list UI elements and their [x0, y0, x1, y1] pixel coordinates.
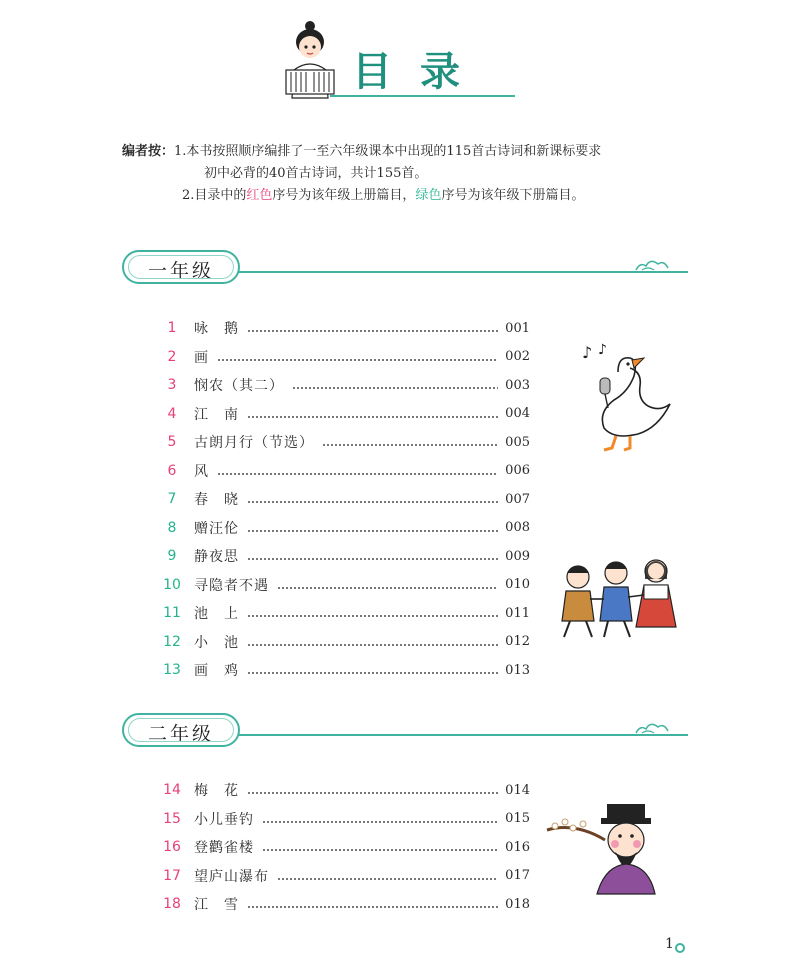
- dancing-children-illustration: [550, 555, 685, 645]
- toc-entry-page: 004: [505, 406, 530, 422]
- section-divider: [238, 271, 688, 273]
- poet-plum-illustration: [545, 800, 675, 895]
- scholar-illustration: [280, 20, 340, 104]
- toc-entry[interactable]: [150, 314, 530, 343]
- toc-entry-page: 002: [505, 349, 530, 365]
- toc-entry-number: 7: [167, 491, 177, 508]
- section-header-grade-2: [122, 713, 240, 747]
- toc-entry-page: 016: [505, 839, 530, 855]
- toc-dot-leader: [262, 849, 498, 851]
- toc-entry-page: 012: [505, 634, 530, 650]
- toc-entry[interactable]: [150, 805, 530, 834]
- toc-entry-title: 望庐山瀑布: [194, 868, 269, 885]
- toc-entry[interactable]: [150, 514, 530, 543]
- toc-entry-page: 013: [505, 662, 530, 678]
- toc-entry[interactable]: [150, 371, 530, 400]
- toc-dot-leader: [247, 792, 498, 794]
- toc-entry-number: 17: [163, 867, 181, 884]
- section-title: 二年级: [147, 723, 214, 745]
- toc-entry-title: 静夜思: [194, 549, 239, 566]
- toc-dot-leader: [247, 672, 498, 674]
- notes-line-1: [122, 141, 601, 163]
- toc-entry-title: 古朗月行（节选）: [194, 435, 314, 452]
- notes-text-2: 初中必背的40首古诗词，共计155首。: [204, 166, 428, 181]
- page-number: 1: [665, 936, 674, 952]
- toc-dot-leader: [247, 615, 498, 617]
- toc-entry-page: 009: [505, 548, 530, 564]
- toc-entry-number: 3: [167, 377, 177, 394]
- toc-entry-page: 010: [505, 577, 530, 593]
- toc-entry-number: 4: [167, 405, 177, 422]
- section-title: 一年级: [147, 260, 214, 282]
- notes-line-3: [122, 185, 601, 207]
- toc-entry-number: 11: [163, 605, 181, 622]
- toc-entry-title: 悯农（其二）: [194, 378, 284, 395]
- toc-entry[interactable]: [150, 628, 530, 657]
- title-underline: [330, 95, 515, 97]
- toc-entry[interactable]: [150, 485, 530, 514]
- toc-entry-page: 008: [505, 520, 530, 536]
- toc-entry-number: 6: [167, 462, 177, 479]
- toc-entry-page: 006: [505, 463, 530, 479]
- toc-entry-title: 小 池: [194, 634, 239, 651]
- toc-dot-leader: [217, 359, 498, 361]
- toc-list-grade-1: [150, 314, 530, 685]
- toc-entry-title: 咏 鹅: [194, 321, 239, 338]
- toc-dot-leader: [292, 387, 498, 389]
- notes-text-3a: 2.目录中的: [182, 188, 247, 203]
- toc-dot-leader: [247, 501, 498, 503]
- toc-entry-title: 小儿垂钓: [194, 811, 254, 828]
- section-divider: [238, 734, 688, 736]
- toc-entry[interactable]: [150, 776, 530, 805]
- toc-entry[interactable]: [150, 833, 530, 862]
- toc-dot-leader: [247, 416, 498, 418]
- toc-entry-title: 画 鸡: [194, 663, 239, 680]
- toc-entry-title: 梅 花: [194, 783, 239, 800]
- toc-entry-number: 12: [163, 633, 181, 650]
- toc-entry-title: 江 南: [194, 406, 239, 423]
- toc-entry-page: 018: [505, 896, 530, 912]
- toc-entry-number: 5: [167, 434, 177, 451]
- toc-entry-number: 18: [163, 896, 181, 913]
- toc-entry-page: 007: [505, 491, 530, 507]
- toc-entry-number: 16: [163, 839, 181, 856]
- toc-entry[interactable]: [150, 571, 530, 600]
- toc-dot-leader: [247, 906, 498, 908]
- toc-entry-page: 017: [505, 868, 530, 884]
- toc-entry-title: 春 晓: [194, 492, 239, 509]
- section-header-grade-1: [122, 250, 240, 284]
- notes-text-1: 1.本书按照顺序编排了一至六年级课本中出现的115首古诗词和新课标要求: [174, 144, 602, 159]
- singing-goose-illustration: [578, 342, 678, 457]
- toc-entry-page: 005: [505, 434, 530, 450]
- toc-entry-number: 1: [167, 320, 177, 337]
- cloud-ornament-icon: [632, 258, 672, 274]
- toc-entry-page: 011: [505, 605, 530, 621]
- toc-dot-leader: [217, 473, 498, 475]
- toc-dot-leader: [247, 644, 498, 646]
- notes-red-word: 红色: [246, 188, 273, 203]
- svg-text:♪: ♪: [582, 343, 593, 362]
- toc-dot-leader: [247, 330, 498, 332]
- toc-entry-number: 13: [163, 662, 181, 679]
- toc-dot-leader: [277, 587, 498, 589]
- editor-notes: [122, 141, 601, 207]
- notes-line-2: [122, 163, 601, 185]
- toc-entry[interactable]: [150, 457, 530, 486]
- toc-entry-page: 003: [505, 377, 530, 393]
- toc-entry[interactable]: [150, 428, 530, 457]
- toc-dot-leader: [262, 821, 498, 823]
- toc-entry-title: 风: [194, 463, 209, 480]
- toc-entry[interactable]: [150, 599, 530, 628]
- toc-entry[interactable]: [150, 890, 530, 919]
- toc-entry[interactable]: [150, 542, 530, 571]
- toc-dot-leader: [247, 530, 498, 532]
- toc-dot-leader: [277, 878, 498, 880]
- toc-entry-page: 001: [505, 320, 530, 336]
- toc-entry-title: 赠汪伦: [194, 520, 239, 537]
- toc-dot-leader: [322, 444, 498, 446]
- notes-text-3b: 序号为该年级上册篇目，: [272, 188, 416, 203]
- toc-entry-number: 9: [167, 548, 177, 565]
- toc-entry-number: 15: [163, 810, 181, 827]
- toc-entry-title: 寻隐者不遇: [194, 577, 269, 594]
- toc-entry-number: 8: [167, 519, 177, 536]
- notes-green-word: 绿色: [415, 188, 442, 203]
- toc-entry[interactable]: [150, 656, 530, 685]
- toc-entry[interactable]: [150, 400, 530, 429]
- toc-entry-title: 画: [194, 349, 209, 366]
- notes-text-3c: 序号为该年级下册篇目。: [441, 188, 585, 203]
- toc-entry-title: 池 上: [194, 606, 239, 623]
- cloud-ornament-icon: [632, 721, 672, 737]
- page-title: 目录: [352, 49, 488, 95]
- toc-entry-page: 015: [505, 811, 530, 827]
- toc-entry-number: 10: [163, 576, 181, 593]
- toc-entry-number: 2: [167, 348, 177, 365]
- toc-entry[interactable]: [150, 343, 530, 372]
- svg-text:♪: ♪: [598, 342, 607, 358]
- toc-entry[interactable]: [150, 862, 530, 891]
- toc-entry-number: 14: [163, 782, 181, 799]
- toc-entry-title: 登鹳雀楼: [194, 840, 254, 857]
- notes-label: 编者按：: [122, 144, 175, 159]
- toc-entry-title: 江 雪: [194, 897, 239, 914]
- toc-list-grade-2: [150, 776, 530, 919]
- toc-entry-page: 014: [505, 782, 530, 798]
- toc-dot-leader: [247, 558, 498, 560]
